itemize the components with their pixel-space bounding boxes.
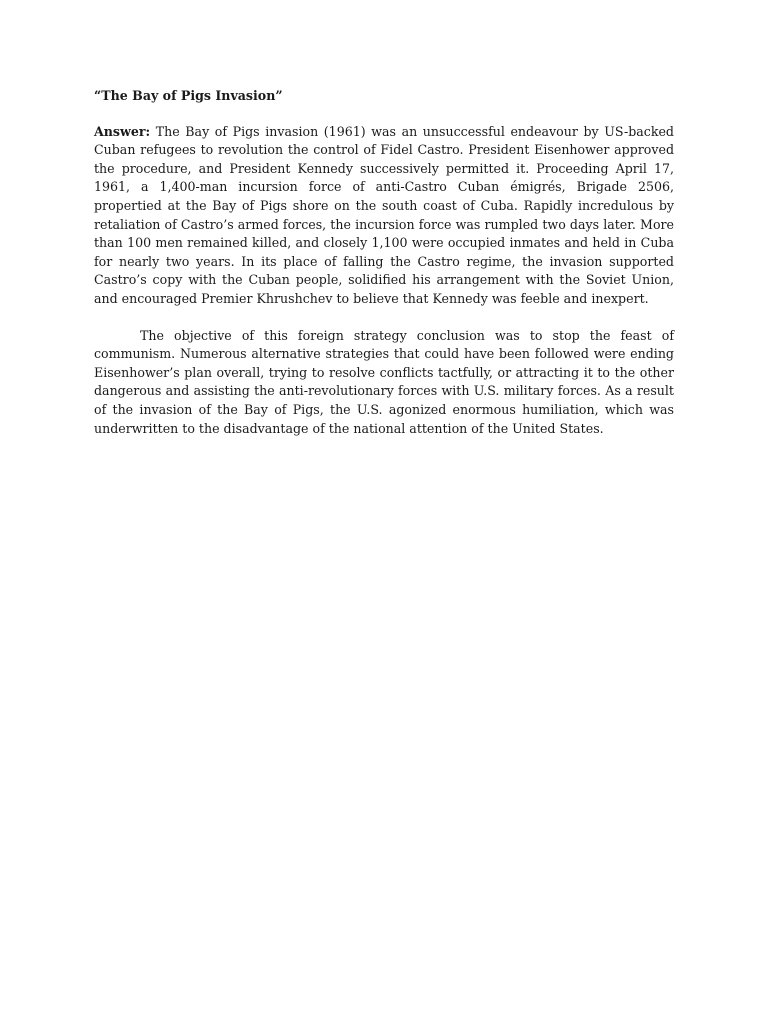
document-title: “The Bay of Pigs Invasion” [94,88,283,103]
answer-label: Answer: [94,123,151,139]
document-body [94,87,674,438]
answer-paragraph [94,123,674,309]
answer-text: The Bay of Pigs invasion (1961) was an unsuccessful endeavour by US-backed Cuban refugees to revolution the control of Fidel Castro. President Eisenhower approved the procedure, and President Kennedy successively permitted it. Proceeding April 17, 1961, a 1,400-man incursion force of anti-Castro Cuban émigrés, Brigade 2506, propertied at the Bay of Pigs shore on the south coast of Cuba. Rapidly incredulous by retaliation of Castro’s armed forces, the incursion force was rumpled two days later. More than 100 men remained killed, and closely 1,100 were occupied inmates and held in Cuba for nearly two years. In its place of falling the Castro regime, the invasion supported Castro’s copy with the Cuban people, solidified his arrangement with the Soviet Union, and encouraged Premier Khrushchev to believe that Kennedy was feeble and inexpert. [94,123,674,306]
body-paragraph-2: The objective of this foreign strategy conclusion was to stop the feast of communism. Numerous alternative strategies that could have been followed were ending Eisenhower’s plan overall, trying to resolve conflicts tactfully, or attracting it to the other dangerous and assisting the anti-revolutionary forces with U.S. military forces. As a result of the invasion of the Bay of Pigs, the U.S. agonized enormous humiliation, which was underwritten to the disadvantage of the national attention of the United States. [94,327,674,436]
